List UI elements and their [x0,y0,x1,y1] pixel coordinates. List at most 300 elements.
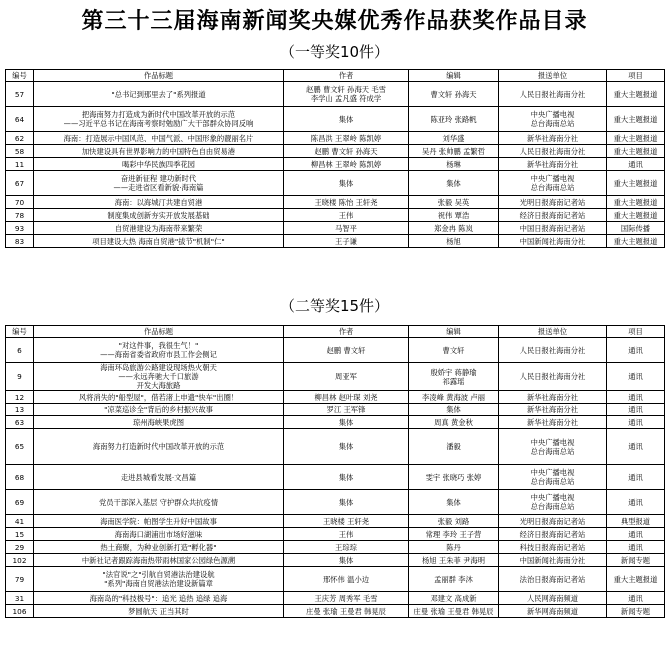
title-line: 海南岛的"科技极号"：追光 追热 追绿 追海 [89,593,228,603]
cell-unit [499,541,607,554]
cell-id: 67 [6,171,34,196]
first-prize-heading: （一等奖10件） [279,43,390,61]
cell-unit [499,416,607,429]
editor-line: 张毅 刘路 [437,516,470,526]
item-line: 重大主题报道 [613,236,658,246]
title-line: 走进县城看发展·文昌篇 [120,472,197,482]
unit-line: 人民网海南频道 [526,593,579,603]
cell-editor [409,158,499,171]
author-line: 王伟 [338,529,354,539]
cell-editor [409,363,499,391]
editor-line: 祁露瑶 [442,376,465,386]
cell-author [284,404,409,416]
cell-unit [499,404,607,416]
cell-title [34,196,284,209]
editor-line: 孟丽群 李沐 [434,574,473,584]
unit-line: 中国新闻社海南分社 [519,236,586,246]
table-row [6,209,665,222]
cell-item [607,235,665,248]
item-line: 重大主题报道 [613,89,658,99]
editor-line: 常理 李玲 王子营 [425,529,482,539]
cell-unit [499,528,607,541]
cell-title [34,567,284,592]
cell-author [284,107,409,132]
table-row [6,391,665,404]
cell-unit [499,132,607,145]
table-row [6,196,665,209]
table-row [6,363,665,391]
editor-line: 陈丹 [446,542,461,552]
editor-line: 殷娇宇 蒋静瑜 [430,367,477,377]
author-line: 庄曼 张瑜 王曼君 韩晃辰 [306,606,386,616]
table-row [6,222,665,235]
cell-editor [409,567,499,592]
cell-author [284,605,409,618]
cell-item [607,429,665,465]
header-unit: 报送单位 [499,70,607,82]
item-line: 重大主题报道 [613,210,658,220]
cell-item [607,416,665,429]
cell-unit [499,515,607,528]
title-line: "对这件事，我很生气！" [118,341,199,350]
title-line: ——永远奔驰大千口旅游 [118,372,199,381]
table-row [6,132,665,145]
editor-line: 杨旭 王朱菲 尹海明 [421,555,485,565]
cell-title [34,132,284,145]
unit-line: 新华社海南分社 [526,159,579,169]
first-prize-table [5,69,665,248]
table-row [6,490,665,515]
unit-line: 人民日报社海南分社 [519,89,586,99]
table-row [6,107,665,132]
cell-author [284,592,409,605]
cell-unit [499,605,607,618]
second-prize-table [5,325,665,618]
cell-editor [409,171,499,196]
author-line: 周亚军 [335,372,357,381]
cell-item [607,592,665,605]
cell-title [34,416,284,429]
header-editor: 编辑 [409,326,499,338]
cell-title [34,145,284,158]
unit-line: 光明日报海南记者站 [519,516,586,526]
cell-editor [409,145,499,158]
editor-line: 潘毅 [446,442,461,451]
header-title: 作品标题 [34,326,284,338]
cell-id: 57 [6,82,34,107]
unit-line: 中国日报海南记者站 [519,223,586,233]
unit-line: 人民日报社海南分社 [519,345,586,355]
cell-unit [499,465,607,490]
cell-id: 70 [6,196,34,209]
cell-author [284,515,409,528]
author-line: 集体 [338,555,354,565]
cell-editor [409,416,499,429]
unit-line: 总台海南总站 [530,119,575,128]
cell-author [284,391,409,404]
page-title: 第三十三届海南新闻奖央媒优秀作品获奖作品目录 [81,9,588,34]
cell-item [607,465,665,490]
table-row [6,145,665,158]
cell-item [607,338,665,363]
cell-editor [409,391,499,404]
unit-line: 总台海南总站 [530,446,575,456]
title-line: 风将消失的"船型屋"，借若渚上申遗"快车"出圈！ [78,392,239,402]
editor-line: 杨旭 [446,236,461,246]
title-line: "总书记到那里去了"系列报道 [111,89,206,99]
cell-item [607,605,665,618]
second-prize-heading: （二等奖15件） [279,297,390,315]
author-line: 集体 [338,417,354,427]
unit-line: 经济日报海南记者站 [519,210,586,220]
cell-item [607,82,665,107]
item-line: 重大主题报道 [613,133,658,143]
cell-title [34,107,284,132]
cell-item [607,567,665,592]
header-title: 作品标题 [34,70,284,82]
cell-unit [499,158,607,171]
unit-line: 中央广播电视 [530,493,575,502]
editor-line: 刘华盛 [442,133,465,143]
cell-unit [499,429,607,465]
cell-id: 58 [6,145,34,158]
table-header-row [6,70,665,82]
cell-id: 13 [6,404,34,416]
cell-title [34,171,284,196]
table-row [6,158,665,171]
title-line: 热土商聚，为种业创新打造"孵化器" [100,542,217,552]
cell-author [284,235,409,248]
header-id: 编号 [6,326,34,338]
table-row [6,605,665,618]
header-author: 作者 [284,326,409,338]
author-line: 赵鹏 曹文轩 孙海天 [314,146,378,156]
cell-editor [409,592,499,605]
author-line: 马智平 [335,223,357,233]
cell-title [34,158,284,171]
unit-line: 总台海南总站 [530,477,575,486]
table-row [6,465,665,490]
cell-unit [499,171,607,196]
cell-title [34,82,284,107]
table-row [6,567,665,592]
cell-author [284,490,409,515]
cell-editor [409,222,499,235]
title-line: 加快建设具有世界影响力的中国特色自由贸易港 [81,146,236,156]
editor-line: 陈亚玲 张路帆 [430,114,477,124]
cell-editor [409,554,499,567]
cell-unit [499,209,607,222]
cell-author [284,338,409,363]
title-line: 海南医学院：帕图学生升好中国故事 [100,516,217,526]
author-line: 王子谦 [335,236,357,246]
cell-item [607,209,665,222]
cell-editor [409,209,499,222]
item-line: 通讯 [628,542,643,552]
cell-unit [499,391,607,404]
header-item: 项目 [607,70,665,82]
cell-item [607,554,665,567]
editor-line: 郑金冉 陈岚 [434,223,473,233]
author-line: 王晓楼 陈怡 王轩尧 [314,197,378,207]
cell-id: 31 [6,592,34,605]
author-line: 集体 [338,114,354,124]
table-row [6,171,665,196]
cell-title [34,363,284,391]
editor-line: 祝伟 覃浩 [437,210,470,220]
cell-id: 65 [6,429,34,465]
header-author: 作者 [284,70,409,82]
cell-item [607,404,665,416]
author-line: 赵鹏 曹文轩 [326,345,366,355]
item-line: 通讯 [628,442,643,451]
cell-author [284,82,409,107]
table-header-row [6,326,665,338]
cell-editor [409,82,499,107]
unit-line: 中国新闻社海南分社 [519,555,586,565]
cell-item [607,528,665,541]
cell-id: 69 [6,490,34,515]
author-line: 柳昌林 赵叶琛 刘尧 [314,392,378,402]
table-row [6,404,665,416]
cell-title [34,404,284,416]
title-line: 喝彩中华民族四季花园 [122,159,195,169]
author-line: 王晓楼 王轩尧 [322,516,370,526]
cell-id: 79 [6,567,34,592]
table-row [6,592,665,605]
header-editor: 编辑 [409,70,499,82]
cell-unit [499,222,607,235]
cell-title [34,429,284,465]
cell-title [34,465,284,490]
title-line: 项目建设大热 海南自贸港"拔节"机制"仁" [92,236,225,246]
cell-unit [499,554,607,567]
title-line: "凉菜巡诊全"背后的乡村振兴故事 [104,405,213,414]
cell-id: 11 [6,158,34,171]
item-line: 通讯 [628,159,643,169]
title-line: 海南努力打造新时代中国改革开放的示范 [92,442,225,451]
title-line: "系列"海南自贸港法治建设新篇章 [104,579,213,588]
cell-id: 63 [6,416,34,429]
cell-editor [409,196,499,209]
unit-line: 新华社海南分社 [526,405,579,414]
unit-line: 中央广播电视 [530,174,575,183]
cell-id: 93 [6,222,34,235]
cell-editor [409,528,499,541]
title-line: 奋进新征程 建功新时代 [120,174,197,183]
cell-author [284,222,409,235]
table-row [6,416,665,429]
cell-id: 102 [6,554,34,567]
author-line: 赵鹏 曹文轩 孙海天 毛雪 [306,85,386,94]
cell-id: 68 [6,465,34,490]
cell-id: 62 [6,132,34,145]
item-line: 新闻专题 [620,606,651,616]
cell-id: 106 [6,605,34,618]
unit-line: 总台海南总站 [530,183,575,192]
author-line: 柳昌林 王翠岭 陈凯婷 [310,159,382,169]
editor-line: 吴丹 张帅鹏 孟繁哲 [421,146,485,156]
cell-unit [499,490,607,515]
cell-item [607,196,665,209]
cell-item [607,171,665,196]
cell-editor [409,404,499,416]
editor-line: 曹文轩 [442,345,465,355]
cell-item [607,222,665,235]
cell-id: 6 [6,338,34,363]
cell-unit [499,82,607,107]
cell-editor [409,107,499,132]
table-row [6,429,665,465]
cell-item [607,363,665,391]
cell-id: 9 [6,363,34,391]
cell-title [34,209,284,222]
item-line: 通讯 [628,405,643,414]
cell-id: 78 [6,209,34,222]
title-line: 梦圆航天 正当其时 [128,606,189,616]
table-row [6,528,665,541]
cell-item [607,145,665,158]
cell-title [34,235,284,248]
cell-editor [409,235,499,248]
cell-item [607,541,665,554]
title-line: 把海南努力打造成为新时代中国改革开放的示范 [81,110,236,119]
cell-title [34,528,284,541]
table-row [6,515,665,528]
item-line: 通讯 [628,472,643,482]
cell-title [34,541,284,554]
editor-line: 集体 [446,405,461,414]
cell-item [607,132,665,145]
cell-title [34,490,284,515]
unit-line: 新华社海南分社 [526,133,579,143]
cell-title [34,592,284,605]
cell-author [284,416,409,429]
cell-id: 83 [6,235,34,248]
cell-unit [499,107,607,132]
editor-line: 庄曼 张瑜 王曼君 韩晃辰 [413,606,494,616]
item-line: 通讯 [628,372,643,381]
cell-title [34,554,284,567]
item-line: 重大主题报道 [613,574,658,584]
title-line: "法官说"之"引航自贸港法治建设航 [102,570,215,579]
item-line: 通讯 [628,529,643,539]
title-line: 党员干部深入基层 守护群众共抗疫情 [98,497,219,507]
header-item: 项目 [607,326,665,338]
cell-id: 64 [6,107,34,132]
unit-line: 中央广播电视 [530,468,575,477]
cell-editor [409,541,499,554]
cell-unit [499,592,607,605]
cell-item [607,391,665,404]
author-line: 集体 [338,178,354,188]
editor-line: 张毅 吴英 [437,197,470,207]
unit-line: 法治日报海南记者站 [519,574,586,584]
cell-author [284,196,409,209]
cell-author [284,429,409,465]
cell-author [284,171,409,196]
author-line: 王伟 [338,210,354,220]
cell-author [284,132,409,145]
cell-unit [499,567,607,592]
cell-author [284,158,409,171]
cell-author [284,541,409,554]
item-line: 通讯 [628,345,643,355]
unit-line: 光明日报海南记者站 [519,197,586,207]
title-line: ——走进省区看新貌·海南篇 [113,183,204,192]
cell-author [284,567,409,592]
editor-line: 李凌峰 黄海波 卢丽 [421,392,485,402]
table-row [6,338,665,363]
cell-unit [499,235,607,248]
cell-editor [409,429,499,465]
title-line: 中新社记者跟踪海南热带雨林国家公园绿色源溯 [81,555,236,565]
unit-line: 中央广播电视 [530,110,575,119]
title-line: ——习近平总书记在海南考察时勉励广大干部群众协同反响 [63,119,254,128]
cell-editor [409,605,499,618]
title-line: ——海南省委省政府市县工作会侧记 [100,350,217,359]
cell-author [284,465,409,490]
editor-line: 周真 黄金秋 [434,417,473,427]
item-line: 重大主题报道 [613,114,658,124]
cell-author [284,209,409,222]
unit-line: 人民日报社海南分社 [519,372,586,381]
cell-editor [409,515,499,528]
cell-author [284,145,409,158]
unit-line: 总台海南总站 [530,502,575,511]
cell-id: 29 [6,541,34,554]
cell-item [607,490,665,515]
author-line: 王琮琮 [335,542,357,552]
unit-line: 中央广播电视 [530,437,575,447]
table-row [6,541,665,554]
title-line: 海南：打造展示中国风范、中国气派、中国形象的靓丽名片 [63,133,254,143]
item-line: 通讯 [628,392,643,402]
unit-line: 人民日报社海南分社 [519,146,586,156]
unit-line: 新华社海南分社 [526,392,579,402]
item-line: 国际传播 [620,223,651,233]
editor-line: 雯宇 张晓巧 张婷 [425,472,482,482]
editor-line: 杨琳 [446,159,461,169]
editor-line: 曹文轩 孙海天 [430,89,477,99]
unit-line: 经济日报海南记者站 [519,529,586,539]
item-line: 重大主题报道 [613,146,658,156]
item-line: 典型报道 [620,516,651,526]
cell-item [607,107,665,132]
cell-editor [409,338,499,363]
author-line: 陈昌洪 王翠岭 陈凯婷 [310,133,382,143]
author-line: 邢怀伟 温小边 [322,574,370,584]
item-line: 通讯 [628,417,643,427]
table-row [6,554,665,567]
cell-id: 41 [6,515,34,528]
cell-title [34,515,284,528]
cell-unit [499,145,607,158]
header-id: 编号 [6,70,34,82]
cell-title [34,391,284,404]
cell-title [34,338,284,363]
item-line: 重大主题报道 [613,197,658,207]
author-line: 集体 [338,497,354,507]
table-row [6,235,665,248]
editor-line: 集体 [446,178,461,188]
author-line: 李学山 孟凡盛 符成学 [310,94,382,103]
item-line: 通讯 [628,497,643,507]
author-line: 罗江 王军锋 [326,405,366,414]
header-unit: 报送单位 [499,326,607,338]
cell-id: 15 [6,528,34,541]
cell-title [34,222,284,235]
